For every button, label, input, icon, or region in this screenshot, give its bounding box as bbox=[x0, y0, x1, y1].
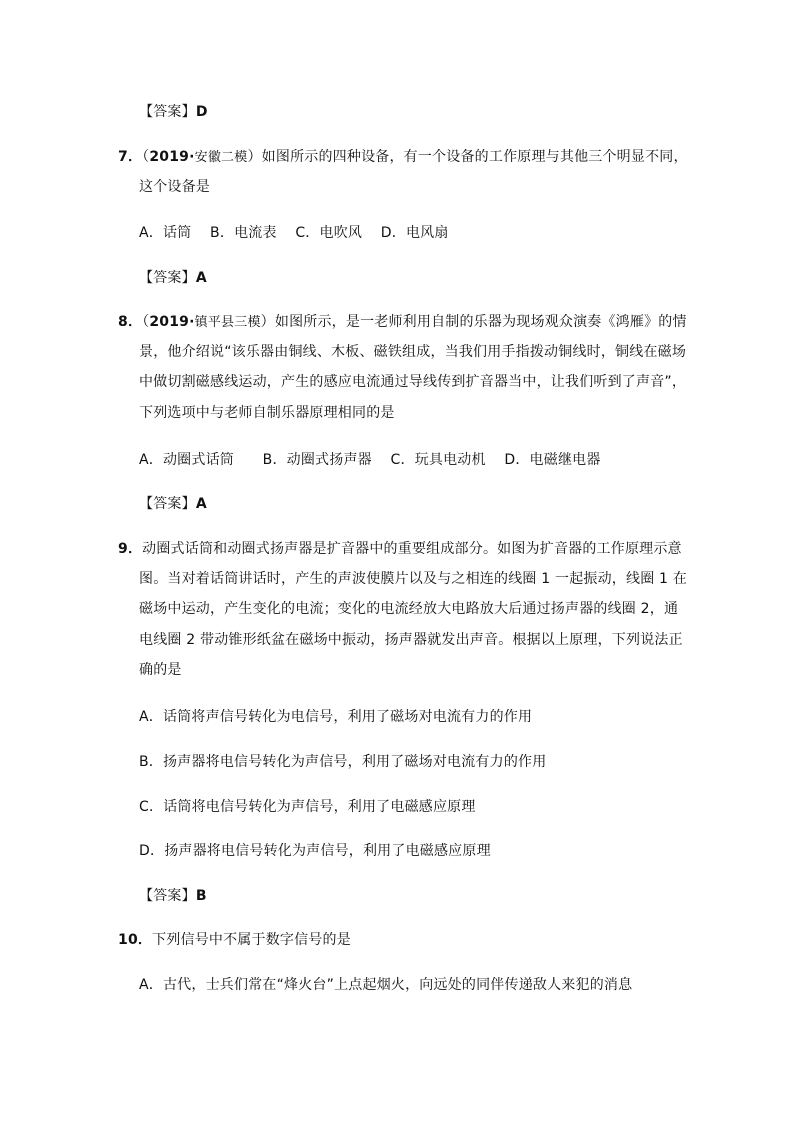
q9-stem-line-2 bbox=[139, 569, 687, 589]
stem-text: 景，他介绍说“该乐器由铜线、木板、磁铁组成，当我们用手指拨动铜线时，铜线在磁场 bbox=[139, 344, 687, 360]
q7-answer bbox=[139, 268, 207, 288]
answer-value: D bbox=[195, 104, 208, 120]
q7-options bbox=[139, 223, 463, 243]
option-b: B．动圈式扬声器 bbox=[262, 452, 372, 468]
q9-option-a: A．话筒将声信号转化为电信号，利用了磁场对电流有力的作用 bbox=[139, 709, 533, 725]
option-c: C．玩具电动机 bbox=[390, 452, 486, 468]
q8-stem-line-4 bbox=[139, 403, 395, 423]
option-d: D．电磁继电器 bbox=[504, 452, 601, 468]
q10-stem-line-1 bbox=[118, 930, 351, 950]
answer-label: 【答案】 bbox=[139, 104, 196, 120]
q8-stem-line-3 bbox=[139, 372, 686, 392]
q8-answer bbox=[139, 494, 207, 514]
q9-stem-line-1 bbox=[118, 539, 682, 559]
q8-stem-line-2 bbox=[139, 342, 686, 362]
answer-value: A bbox=[195, 496, 207, 512]
stem-text: 磁场中运动，产生变化的电流；变化的电流经放大电路放大后通过扬声器的线圈 2，通 bbox=[139, 601, 679, 617]
answer-value: A bbox=[195, 270, 207, 286]
answer-label: 【答案】 bbox=[139, 270, 196, 286]
source-name: 镇平县三模 bbox=[194, 315, 261, 330]
stem-text: 下列选项中与老师自制乐器原理相同的是 bbox=[139, 405, 395, 421]
question-number: 10． bbox=[118, 932, 153, 948]
stem-text: 如图所示的四种设备，有一个设备的工作原理与其他三个明显不同， bbox=[261, 149, 688, 165]
q8-options bbox=[139, 450, 615, 470]
answer-label: 【答案】 bbox=[139, 888, 196, 904]
q7-stem-line-2 bbox=[139, 177, 210, 197]
q9-option-d: D．扬声器将电信号转化为声信号，利用了电磁感应原理 bbox=[139, 843, 491, 859]
question-number: 8． bbox=[118, 314, 143, 330]
stem-text: 图。当对着话筒讲话时，产生的声波使膜片以及与之相连的线圈 1 一起振动，线圈 1 在 bbox=[139, 571, 688, 587]
q9-option-b: B．扬声器将电信号转化为声信号，利用了磁场对电流有力的作用 bbox=[139, 754, 547, 770]
stem-text: 如图所示，是一老师利用自制的乐器为现场观众演奏《鸿雁》的情 bbox=[274, 314, 687, 330]
q10-option-a: A．古代，士兵们常在“烽火台”上点起烟火，向远处的同伴传递敌人来犯的消息 bbox=[139, 977, 633, 993]
q8-stem-line-1 bbox=[118, 312, 687, 333]
q9-stem-line-5 bbox=[139, 660, 182, 680]
stem-text: 下列信号中不属于数字信号的是 bbox=[152, 932, 351, 948]
option-a: A．话筒 bbox=[139, 225, 192, 241]
source-open: （ bbox=[142, 314, 150, 330]
source-year: 2019· bbox=[149, 314, 195, 330]
question-number: 7． bbox=[118, 149, 143, 165]
stem-text: 确的是 bbox=[139, 662, 182, 678]
source-close: ） bbox=[260, 314, 275, 330]
q9-option-c: C．话筒将电信号转化为声信号，利用了电磁感应原理 bbox=[139, 799, 476, 815]
option-a: A．动圈式话筒 bbox=[139, 452, 234, 468]
source-year: 2019· bbox=[149, 149, 195, 165]
stem-text: 电线圈 2 带动锥形纸盆在磁场中振动，扬声器就发出声音。根据以上原理，下列说法正 bbox=[139, 632, 683, 648]
answer-label: 【答案】 bbox=[139, 496, 196, 512]
option-d: D．电风扇 bbox=[380, 225, 449, 241]
q7-stem-line-1 bbox=[118, 147, 688, 168]
option-b: B．电流表 bbox=[210, 225, 277, 241]
answer-value: B bbox=[195, 888, 207, 904]
q6-answer bbox=[139, 102, 208, 122]
q9-answer bbox=[139, 886, 207, 906]
q9-stem-line-3 bbox=[139, 599, 678, 619]
stem-text: 中做切割磁感线运动，产生的感应电流通过导线传到扩音器当中，让我们听到了声音”， bbox=[139, 374, 687, 390]
source-close: ） bbox=[247, 149, 262, 165]
stem-text: 动圈式话筒和动圈式扬声器是扩音器中的重要组成部分。如图为扩音器的工作原理示意 bbox=[142, 541, 682, 557]
source-open: （ bbox=[142, 149, 150, 165]
option-c: C．电吹风 bbox=[295, 225, 363, 241]
q9-stem-line-4 bbox=[139, 630, 683, 650]
stem-text: 这个设备是 bbox=[139, 179, 210, 195]
question-number: 9． bbox=[118, 541, 143, 557]
source-name: 安徽二模 bbox=[194, 150, 248, 165]
